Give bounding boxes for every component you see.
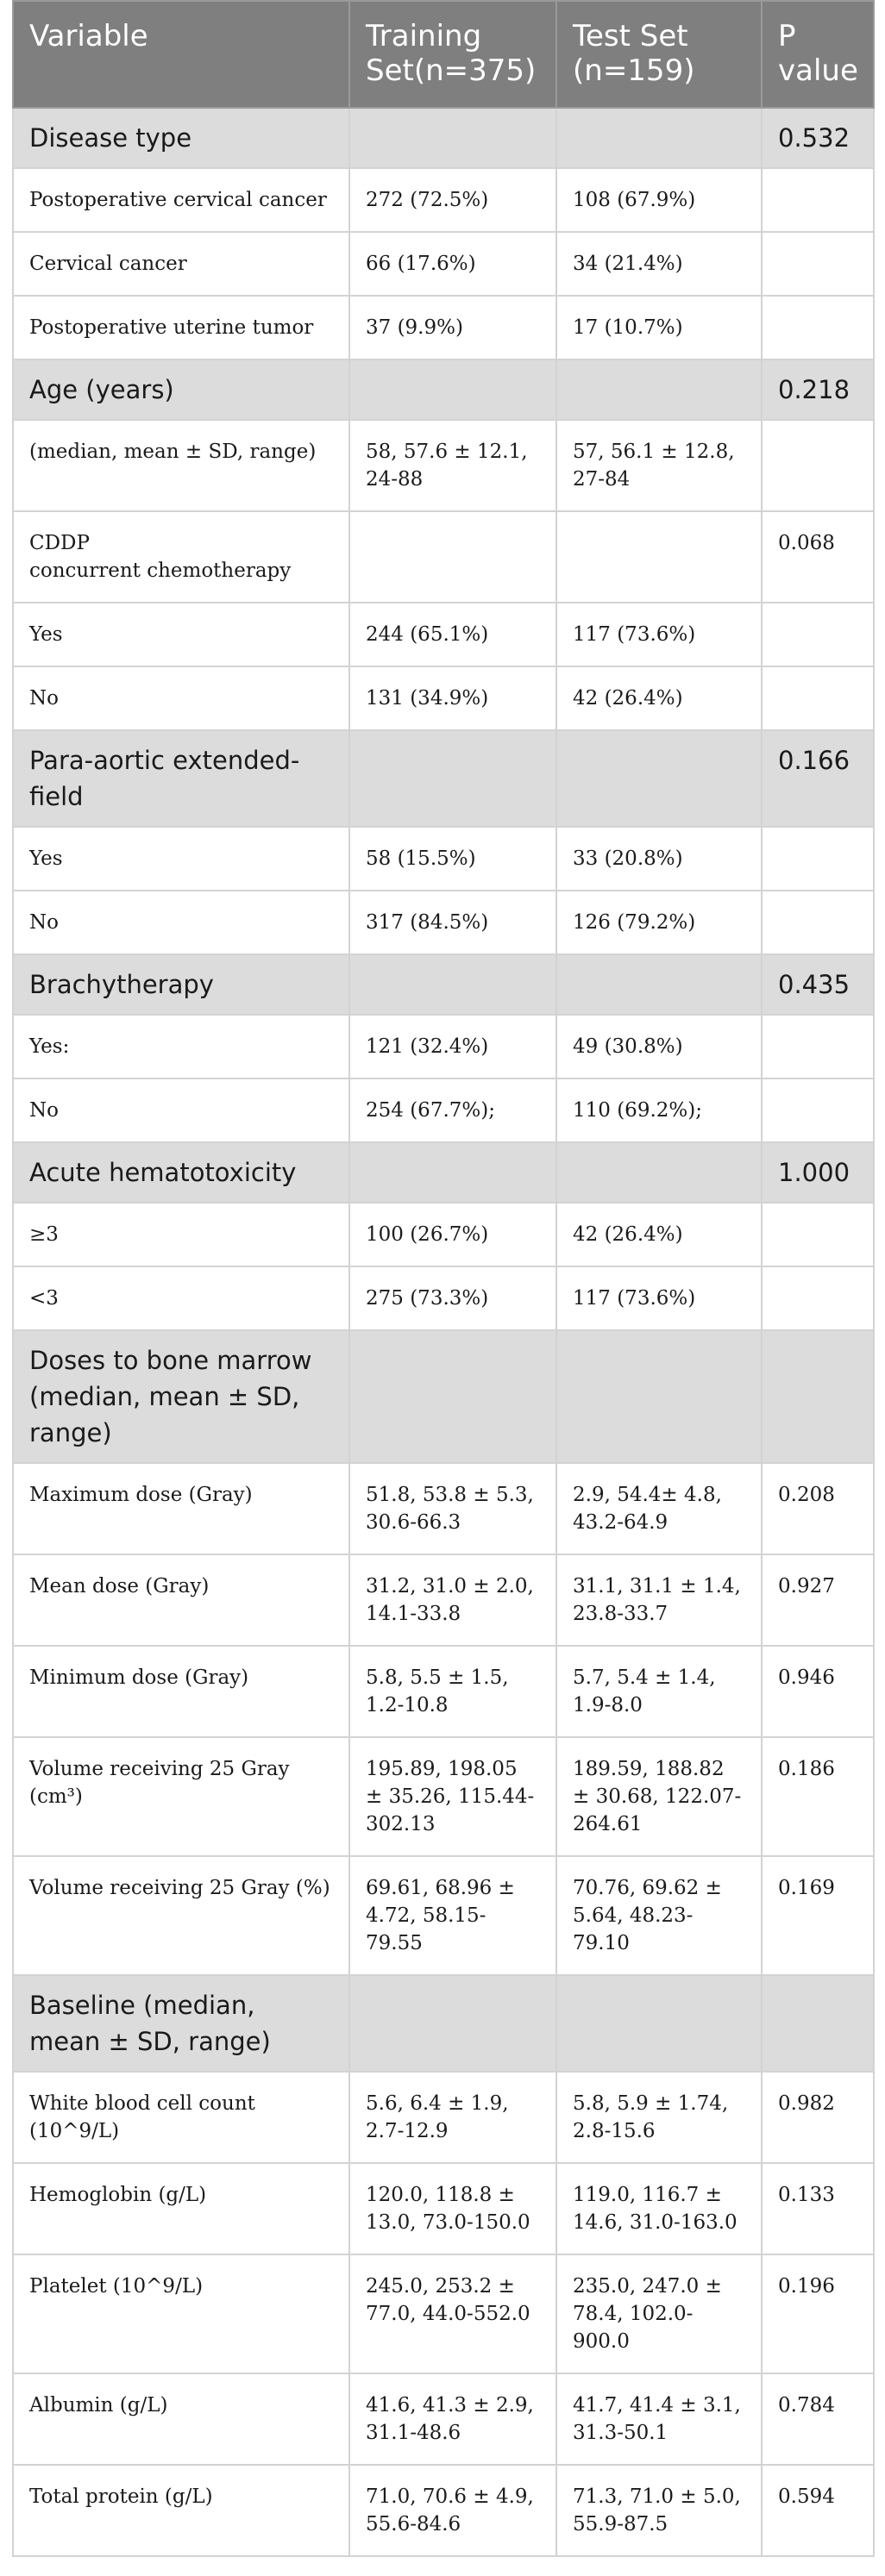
- variable-cell: CDDP concurrent chemotherapy: [13, 511, 349, 603]
- training-cell: 31.2, 31.0 ± 2.0, 14.1-33.8: [349, 1554, 556, 1646]
- test-cell: 2.9, 54.4± 4.8, 43.2-64.9: [556, 1463, 762, 1554]
- p-value-cell: [762, 666, 874, 730]
- test-cell: [556, 360, 762, 420]
- p-value-cell: [762, 1975, 874, 2072]
- p-value-cell: [762, 1079, 874, 1142]
- test-cell: 5.7, 5.4 ± 1.4, 1.9-8.0: [556, 1646, 762, 1737]
- test-cell: 108 (67.9%): [556, 168, 762, 232]
- p-value-cell: [762, 891, 874, 954]
- table-row: [13, 296, 874, 360]
- table-body: [13, 108, 874, 2556]
- table-row: [13, 603, 874, 666]
- test-cell: 33 (20.8%): [556, 827, 762, 891]
- test-cell: 31.1, 31.1 ± 1.4, 23.8-33.7: [556, 1554, 762, 1646]
- p-value-cell: [762, 296, 874, 360]
- variable-cell: Volume receiving 25 Gray (cm³): [13, 1737, 349, 1856]
- p-value-cell: 0.133: [762, 2163, 874, 2254]
- variable-cell: White blood cell count (10^9/L): [13, 2072, 349, 2163]
- test-cell: 189.59, 188.82 ± 30.68, 122.07-264.61: [556, 1737, 762, 1856]
- test-cell: 5.8, 5.9 ± 1.74, 2.8-15.6: [556, 2072, 762, 2163]
- p-value-cell: 0.784: [762, 2373, 874, 2465]
- table-row: [13, 2163, 874, 2254]
- training-cell: 58 (15.5%): [349, 827, 556, 891]
- table-row: [13, 1737, 874, 1856]
- training-cell: 272 (72.5%): [349, 168, 556, 232]
- p-value-cell: 0.927: [762, 1554, 874, 1646]
- test-cell: 17 (10.7%): [556, 296, 762, 360]
- variable-cell: Volume receiving 25 Gray (%): [13, 1856, 349, 1975]
- training-cell: [349, 1330, 556, 1463]
- variable-cell: <3: [13, 1266, 349, 1330]
- test-cell: 41.7, 41.4 ± 3.1, 31.3-50.1: [556, 2373, 762, 2465]
- training-cell: 5.8, 5.5 ± 1.5, 1.2-10.8: [349, 1646, 556, 1737]
- p-value-cell: 1.000: [762, 1142, 874, 1203]
- training-cell: [349, 730, 556, 827]
- training-cell: 275 (73.3%): [349, 1266, 556, 1330]
- header-row: [13, 1, 874, 108]
- test-cell: 42 (26.4%): [556, 1203, 762, 1266]
- test-cell: 71.3, 71.0 ± 5.0, 55.9-87.5: [556, 2465, 762, 2556]
- variable-cell: Cervical cancer: [13, 232, 349, 296]
- test-cell: 117 (73.6%): [556, 1266, 762, 1330]
- table-row: [13, 1554, 874, 1646]
- test-cell: 42 (26.4%): [556, 666, 762, 730]
- test-cell: 57, 56.1 ± 12.8, 27-84: [556, 420, 762, 511]
- p-value-cell: [762, 232, 874, 296]
- variable-cell: Maximum dose (Gray): [13, 1463, 349, 1554]
- training-cell: 5.6, 6.4 ± 1.9, 2.7-12.9: [349, 2072, 556, 2163]
- training-cell: 254 (67.7%);: [349, 1079, 556, 1142]
- training-cell: [349, 108, 556, 168]
- test-cell: 119.0, 116.7 ± 14.6, 31.0-163.0: [556, 2163, 762, 2254]
- training-cell: 120.0, 118.8 ± 13.0, 73.0-150.0: [349, 2163, 556, 2254]
- section-row: [13, 1330, 874, 1463]
- training-cell: 245.0, 253.2 ± 77.0, 44.0-552.0: [349, 2254, 556, 2373]
- variable-cell: Age (years): [13, 360, 349, 420]
- p-value-cell: [762, 1266, 874, 1330]
- table-row: [13, 2465, 874, 2556]
- table-row: [13, 891, 874, 954]
- variable-cell: ≥3: [13, 1203, 349, 1266]
- p-value-cell: 0.208: [762, 1463, 874, 1554]
- section-row: [13, 108, 874, 168]
- training-cell: 317 (84.5%): [349, 891, 556, 954]
- p-value-cell: [762, 1203, 874, 1266]
- training-cell: 66 (17.6%): [349, 232, 556, 296]
- characteristics-table: [12, 0, 875, 2557]
- table-row: [13, 1856, 874, 1975]
- training-cell: 69.61, 68.96 ± 4.72, 58.15-79.55: [349, 1856, 556, 1975]
- test-cell: [556, 730, 762, 827]
- table-row: [13, 2254, 874, 2373]
- training-cell: 51.8, 53.8 ± 5.3, 30.6-66.3: [349, 1463, 556, 1554]
- p-value-cell: 0.218: [762, 360, 874, 420]
- section-row: [13, 954, 874, 1015]
- test-cell: 70.76, 69.62 ± 5.64, 48.23-79.10: [556, 1856, 762, 1975]
- variable-cell: Acute hematotoxicity: [13, 1142, 349, 1203]
- p-value-cell: 0.169: [762, 1856, 874, 1975]
- section-row: [13, 730, 874, 827]
- variable-cell: Albumin (g/L): [13, 2373, 349, 2465]
- variable-cell: Yes: [13, 827, 349, 891]
- test-cell: 34 (21.4%): [556, 232, 762, 296]
- p-value-cell: 0.186: [762, 1737, 874, 1856]
- p-value-cell: [762, 603, 874, 666]
- test-cell: 117 (73.6%): [556, 603, 762, 666]
- header-variable: Variable: [13, 1, 349, 108]
- header-test-set: Test Set (n=159): [556, 1, 762, 108]
- table-row: [13, 666, 874, 730]
- table-row: [13, 827, 874, 891]
- training-cell: 100 (26.7%): [349, 1203, 556, 1266]
- p-value-cell: 0.435: [762, 954, 874, 1015]
- table-row: [13, 1463, 874, 1554]
- test-cell: 235.0, 247.0 ± 78.4, 102.0-900.0: [556, 2254, 762, 2373]
- p-value-cell: [762, 827, 874, 891]
- training-cell: [349, 511, 556, 603]
- training-cell: 131 (34.9%): [349, 666, 556, 730]
- variable-cell: Postoperative uterine tumor: [13, 296, 349, 360]
- training-cell: [349, 1142, 556, 1203]
- table-row: [13, 2373, 874, 2465]
- section-row: [13, 1975, 874, 2072]
- test-cell: 110 (69.2%);: [556, 1079, 762, 1142]
- section-row: [13, 360, 874, 420]
- table-row: [13, 1266, 874, 1330]
- training-cell: [349, 954, 556, 1015]
- test-cell: 126 (79.2%): [556, 891, 762, 954]
- training-cell: 58, 57.6 ± 12.1, 24-88: [349, 420, 556, 511]
- variable-cell: Mean dose (Gray): [13, 1554, 349, 1646]
- variable-cell: Minimum dose (Gray): [13, 1646, 349, 1737]
- p-value-cell: 0.594: [762, 2465, 874, 2556]
- variable-cell: Platelet (10^9/L): [13, 2254, 349, 2373]
- training-cell: 121 (32.4%): [349, 1015, 556, 1079]
- table-row: [13, 2072, 874, 2163]
- p-value-cell: [762, 1330, 874, 1463]
- variable-cell: Para-aortic extended-field: [13, 730, 349, 827]
- variable-cell: Yes:: [13, 1015, 349, 1079]
- p-value-cell: 0.196: [762, 2254, 874, 2373]
- test-cell: [556, 954, 762, 1015]
- variable-cell: Disease type: [13, 108, 349, 168]
- training-cell: 195.89, 198.05 ± 35.26, 115.44-302.13: [349, 1737, 556, 1856]
- test-cell: [556, 1330, 762, 1463]
- test-cell: 49 (30.8%): [556, 1015, 762, 1079]
- table-row: [13, 511, 874, 603]
- training-cell: 71.0, 70.6 ± 4.9, 55.6-84.6: [349, 2465, 556, 2556]
- variable-cell: Total protein (g/L): [13, 2465, 349, 2556]
- variable-cell: Brachytherapy: [13, 954, 349, 1015]
- training-cell: 244 (65.1%): [349, 603, 556, 666]
- p-value-cell: [762, 420, 874, 511]
- test-cell: [556, 1975, 762, 2072]
- training-cell: 37 (9.9%): [349, 296, 556, 360]
- table-row: [13, 1015, 874, 1079]
- variable-cell: Postoperative cervical cancer: [13, 168, 349, 232]
- table-row: [13, 1203, 874, 1266]
- variable-cell: No: [13, 666, 349, 730]
- p-value-cell: 0.946: [762, 1646, 874, 1737]
- training-cell: 41.6, 41.3 ± 2.9, 31.1-48.6: [349, 2373, 556, 2465]
- training-cell: [349, 360, 556, 420]
- section-row: [13, 1142, 874, 1203]
- p-value-cell: [762, 168, 874, 232]
- p-value-cell: [762, 1015, 874, 1079]
- table-row: [13, 1646, 874, 1737]
- variable-cell: Doses to bone marrow (median, mean ± SD, range): [13, 1330, 349, 1463]
- p-value-cell: 0.532: [762, 108, 874, 168]
- p-value-cell: 0.068: [762, 511, 874, 603]
- header-training-set: Training Set(n=375): [349, 1, 556, 108]
- variable-cell: No: [13, 1079, 349, 1142]
- p-value-cell: 0.982: [762, 2072, 874, 2163]
- variable-cell: No: [13, 891, 349, 954]
- p-value-cell: 0.166: [762, 730, 874, 827]
- variable-cell: Baseline (median, mean ± SD, range): [13, 1975, 349, 2072]
- variable-cell: (median, mean ± SD, range): [13, 420, 349, 511]
- header-p-value: P value: [762, 1, 874, 108]
- test-cell: [556, 1142, 762, 1203]
- table-row: [13, 232, 874, 296]
- table-row: [13, 168, 874, 232]
- test-cell: [556, 108, 762, 168]
- test-cell: [556, 511, 762, 603]
- variable-cell: Hemoglobin (g/L): [13, 2163, 349, 2254]
- training-cell: [349, 1975, 556, 2072]
- table-row: [13, 420, 874, 511]
- table-row: [13, 1079, 874, 1142]
- variable-cell: Yes: [13, 603, 349, 666]
